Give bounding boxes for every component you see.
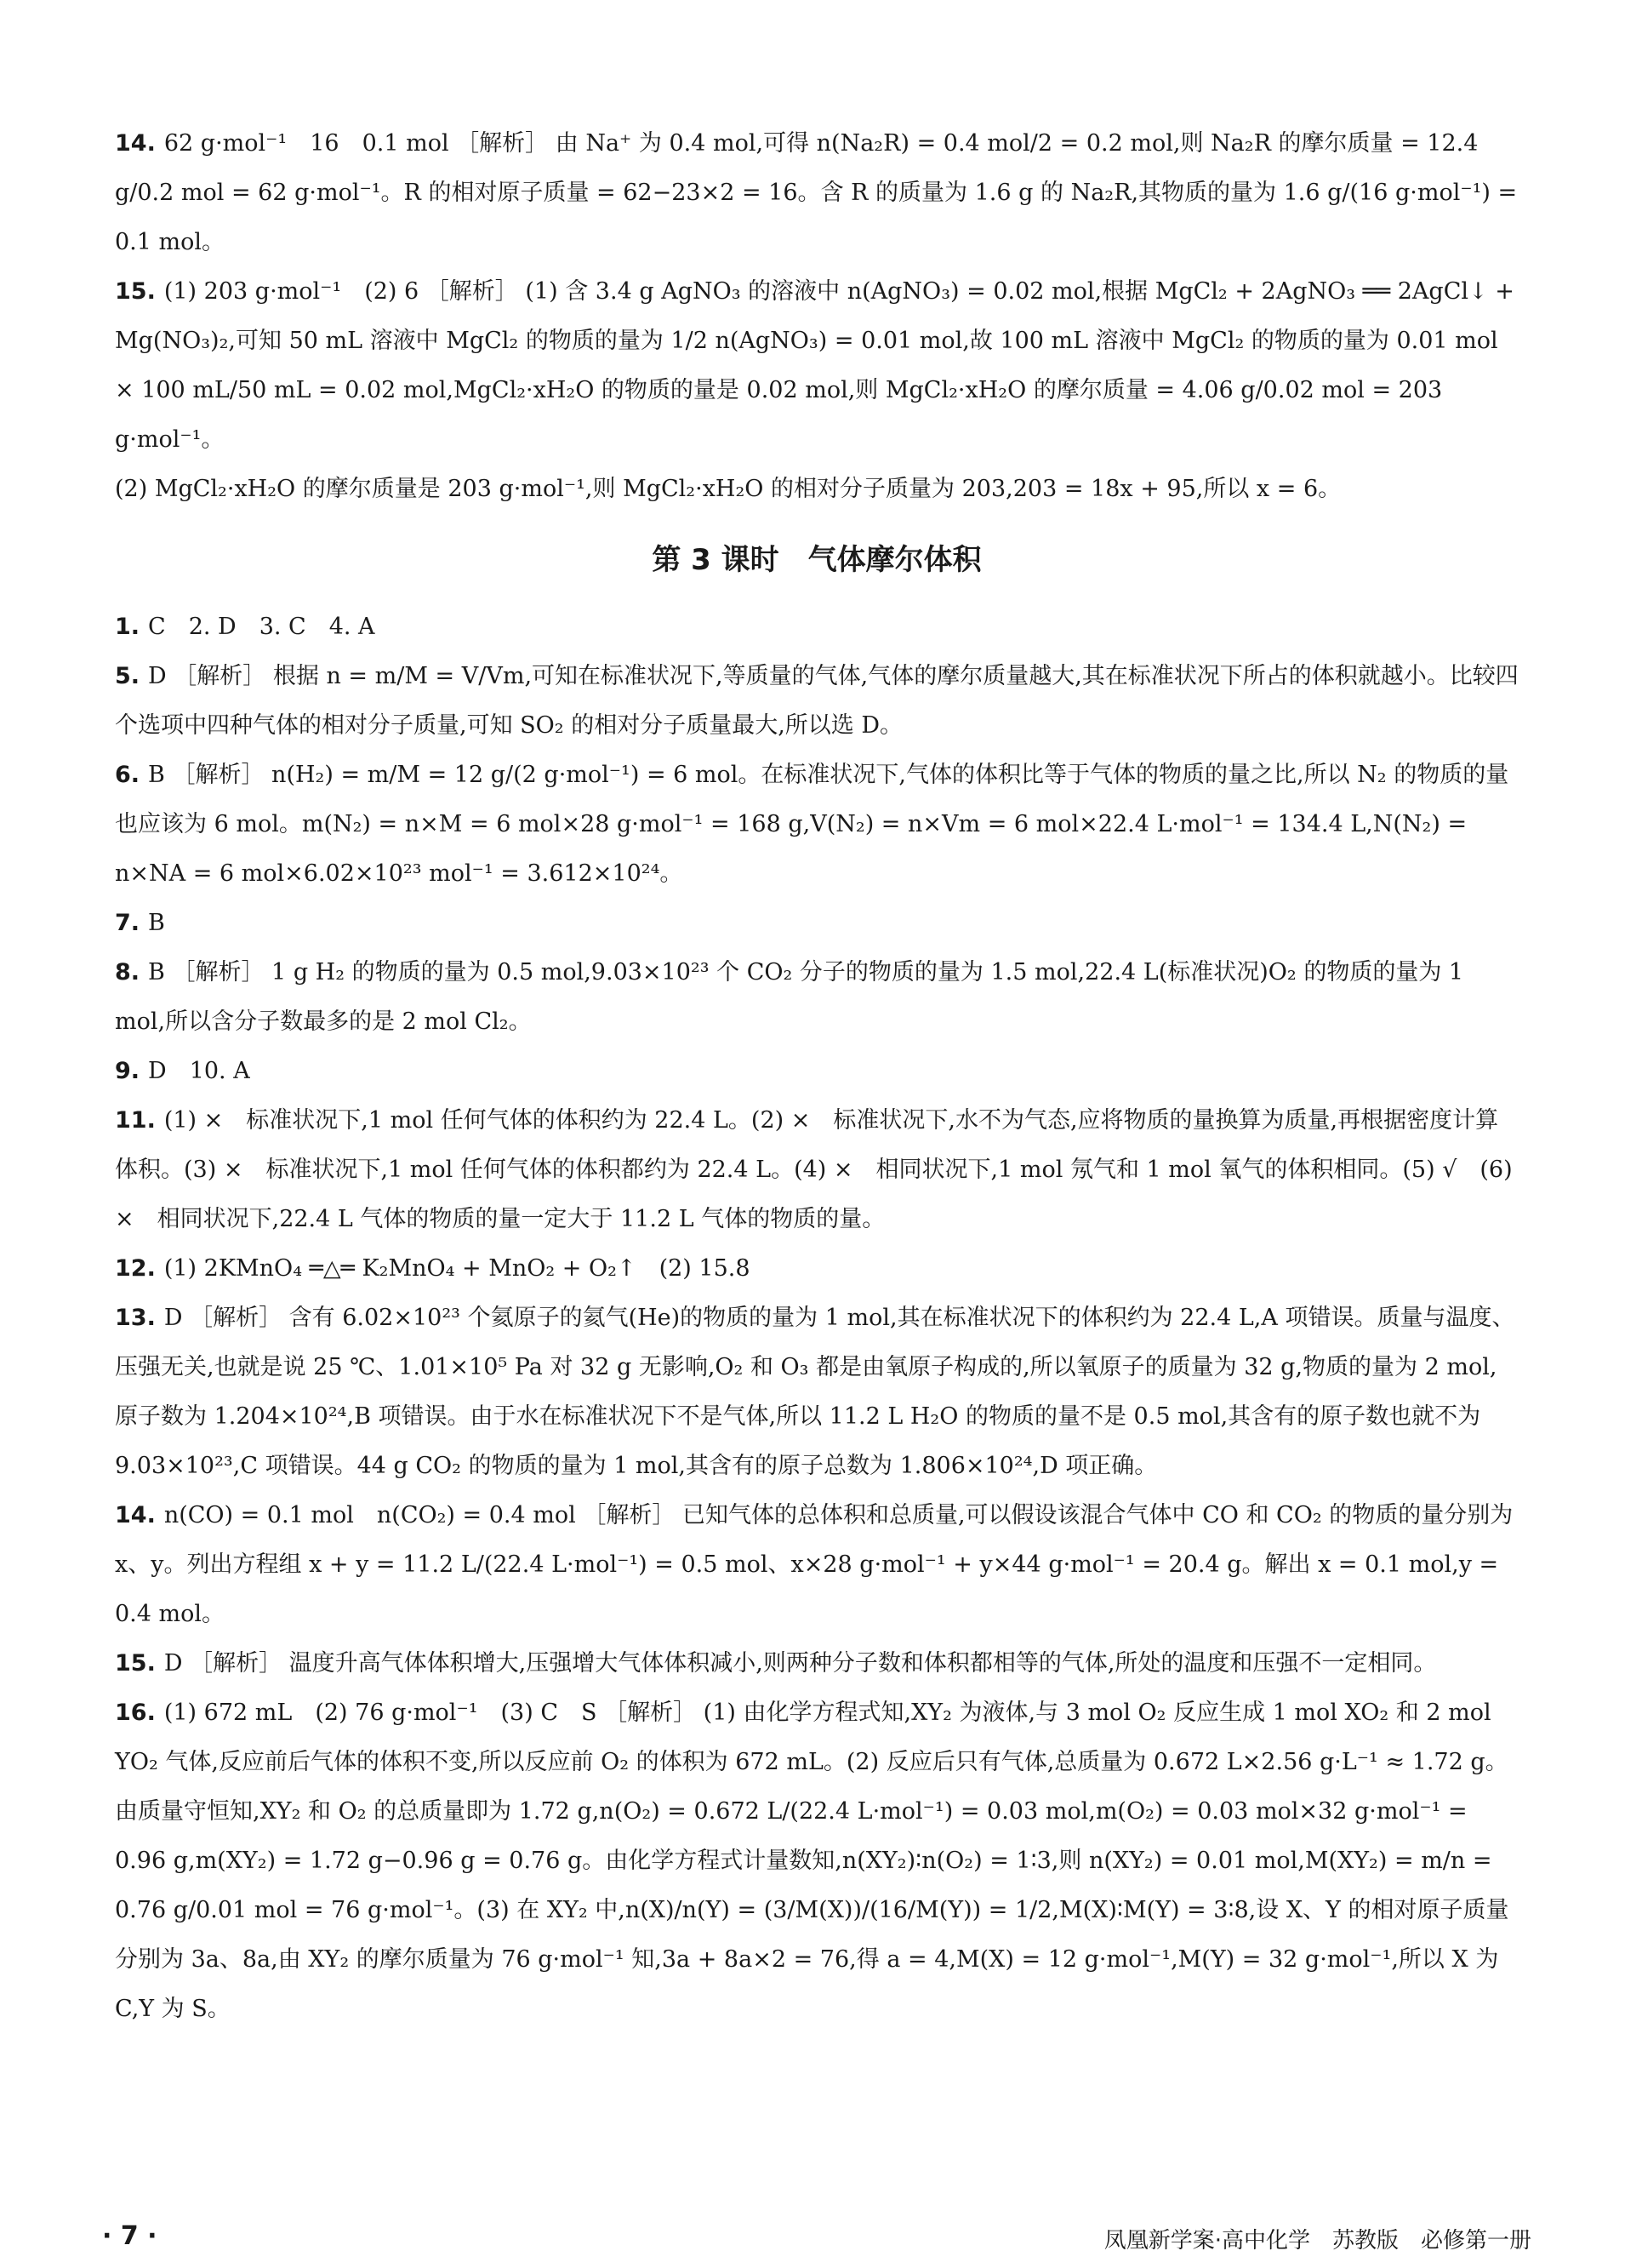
answer-item bbox=[115, 465, 1519, 514]
answer-content bbox=[115, 119, 1519, 2034]
item-number: 13. bbox=[115, 1305, 156, 1331]
book-info: 凤凰新学案·高中化学 苏教版 必修第一册 bbox=[1103, 2228, 1531, 2254]
item-text: n(CO) = 0.1 mol n(CO₂) = 0.4 mol ［解析］ 已知气体的总体积和总质量,可以假设该混合气体中 CO 和 CO₂ 的物质的量分别为 x、y。列出方程组 x + y = 11.2 L/(22.4 L·mol⁻¹) = 0.5 mol、x×28 g·mol⁻¹ + y×44 g·mol⁻¹ = 20.4 g。解出 x = 0.1 mol,y = 0.4 mol。 bbox=[115, 1502, 1514, 1627]
item-number: 5. bbox=[115, 663, 140, 689]
answer-item bbox=[115, 1639, 1519, 1688]
item-text: (2) MgCl₂·xH₂O 的摩尔质量是 203 g·mol⁻¹,则 MgCl₂·xH₂O 的相对分子质量为 203,203 = 18x + 95,所以 x = 6。 bbox=[115, 476, 1342, 502]
item-number: 7. bbox=[115, 910, 140, 936]
answer-item bbox=[115, 267, 1519, 465]
item-text: (1) 203 g·mol⁻¹ (2) 6 ［解析］ (1) 含 3.4 g AgNO₃ 的溶液中 n(AgNO₃) = 0.02 mol,根据 MgCl₂ + 2AgNO₃ ══ 2AgCl↓ + Mg(NO₃)₂,可知 50 mL 溶液中 MgCl₂ 的物质的量为 1/2 n(AgNO₃) = 0.01 mol,故 100 mL 溶液中 MgCl₂ 的物质的量为 0.01 mol × 100 mL/50 mL = 0.02 mol,MgCl₂·xH₂O 的物质的量是 0.02 mol,则 MgCl₂·xH₂O 的摩尔质量 = 4.06 g/0.02 mol = 203 g·mol⁻¹。 bbox=[115, 278, 1514, 453]
answers-previous-section bbox=[115, 119, 1519, 514]
answer-item bbox=[115, 1688, 1519, 2034]
item-text: D 10. A bbox=[148, 1058, 250, 1084]
item-text: C 2. D 3. C 4. A bbox=[148, 614, 375, 640]
item-number: 1. bbox=[115, 614, 140, 640]
item-number: 12. bbox=[115, 1255, 156, 1282]
item-number: 16. bbox=[115, 1700, 156, 1726]
item-text: D ［解析］ 根据 n = m/M = V/Vm,可知在标准状况下,等质量的气体,气体的摩尔质量越大,其在标准状况下所占的体积就越小。比较四个选项中四种气体的相对分子质量,可知 SO₂ 的相对分子质量最大,所以选 D。 bbox=[115, 663, 1519, 739]
answer-item bbox=[115, 603, 1519, 652]
item-text: (1) 2KMnO₄ ═△═ K₂MnO₄ + MnO₂ + O₂↑ (2) 15.8 bbox=[163, 1255, 750, 1282]
answer-item bbox=[115, 948, 1519, 1047]
answer-item bbox=[115, 1491, 1519, 1639]
item-text: B bbox=[148, 910, 165, 936]
item-number: 14. bbox=[115, 1502, 156, 1528]
item-number: 11. bbox=[115, 1107, 156, 1134]
answer-item bbox=[115, 652, 1519, 751]
answer-item bbox=[115, 1244, 1519, 1294]
item-number: 14. bbox=[115, 130, 156, 157]
item-number: 15. bbox=[115, 1650, 156, 1677]
item-text: B ［解析］ n(H₂) = m/M = 12 g/(2 g·mol⁻¹) = 6 mol。在标准状况下,气体的体积比等于气体的物质的量之比,所以 N₂ 的物质的量也应该为 6 mol。m(N₂) = n×M = 6 mol×28 g·mol⁻¹ = 168 g,V(N₂) = n×Vm = 6 mol×22.4 L·mol⁻¹ = 134.4 L,N(N₂) = n×NA = 6 mol×6.02×10²³ mol⁻¹ = 3.612×10²⁴。 bbox=[115, 762, 1509, 887]
item-text: (1) 672 mL (2) 76 g·mol⁻¹ (3) C S ［解析］ (1) 由化学方程式知,XY₂ 为液体,与 3 mol O₂ 反应生成 1 mol XO₂ 和 2 mol YO₂ 气体,反应前后气体的体积不变,所以反应前 O₂ 的体积为 672 mL。(2) 反应后只有气体,总质量为 0.672 L×2.56 g·L⁻¹ ≈ 1.72 g。由质量守恒知,XY₂ 和 O₂ 的总质量即为 1.72 g,n(O₂) = 0.672 L/(22.4 L·mol⁻¹) = 0.03 mol,m(O₂) = 0.03 mol×32 g·mol⁻¹ = 0.96 g,m(XY₂) = 1.72 g−0.96 g = 0.76 g。由化学方程式计量数知,n(XY₂)∶n(O₂) = 1∶3,则 n(XY₂) = 0.01 mol,M(XY₂) = m/n = 0.76 g/0.01 mol = 76 g·mol⁻¹。(3) 在 XY₂ 中,n(X)/n(Y) = (3/M(X))/(16/M(Y)) = 1/2,M(X)∶M(Y) = 3∶8,设 X、Y 的相对原子质量分别为 3a、8a,由 XY₂ 的摩尔质量为 76 g·mol⁻¹ 知,3a + 8a×2 = 76,得 a = 4,M(X) = 12 g·mol⁻¹,M(Y) = 32 g·mol⁻¹,所以 X 为 C,Y 为 S。 bbox=[115, 1700, 1509, 2022]
item-text: (1) × 标准状况下,1 mol 任何气体的体积约为 22.4 L。(2) × 标准状况下,水不为气态,应将物质的量换算为质量,再根据密度计算体积。(3) × 标准状况下,1 mol 任何气体的体积都约为 22.4 L。(4) × 相同状况下,1 mol 氖气和 1 mol 氧气的体积相同。(5) √ (6) × 相同状况下,22.4 L 气体的物质的量一定大于 11.2 L 气体的物质的量。 bbox=[115, 1107, 1513, 1232]
answer-item bbox=[115, 119, 1519, 267]
item-number: 6. bbox=[115, 762, 140, 788]
item-number: 8. bbox=[115, 959, 140, 985]
item-number: 15. bbox=[115, 278, 156, 305]
answer-item bbox=[115, 1096, 1519, 1244]
item-text: 62 g·mol⁻¹ 16 0.1 mol ［解析］ 由 Na⁺ 为 0.4 mol,可得 n(Na₂R) = 0.4 mol/2 = 0.2 mol,则 Na₂R 的摩尔质量 = 12.4 g/0.2 mol = 62 g·mol⁻¹。R 的相对原子质量 = 62−23×2 = 16。含 R 的质量为 1.6 g 的 Na₂R,其物质的量为 1.6 g/(16 g·mol⁻¹) = 0.1 mol。 bbox=[115, 130, 1518, 255]
section-title: 第 3 课时 气体摩尔体积 bbox=[652, 543, 982, 577]
item-number: 9. bbox=[115, 1058, 140, 1084]
item-text: D ［解析］ 含有 6.02×10²³ 个氦原子的氦气(He)的物质的量为 1 mol,其在标准状况下的体积约为 22.4 L,A 项错误。质量与温度、压强无关,也就是说 25 ℃、1.01×10⁵ Pa 对 32 g 无影响,O₂ 和 O₃ 都是由氧原子构成的,所以氧原子的质量为 32 g,物质的量为 2 mol,原子数为 1.204×10²⁴,B 项错误。由于水在标准状况下不是气体,所以 11.2 L H₂O 的物质的量不是 0.5 mol,其含有的原子数也就不为 9.03×10²³,C 项错误。44 g CO₂ 的物质的量为 1 mol,其含有的原子总数为 1.806×10²⁴,D 项正确。 bbox=[115, 1305, 1515, 1479]
page-number: · 7 · bbox=[102, 2221, 157, 2251]
answer-item bbox=[115, 1047, 1519, 1096]
answer-item bbox=[115, 751, 1519, 899]
answers-section-3 bbox=[115, 603, 1519, 2034]
item-text: B ［解析］ 1 g H₂ 的物质的量为 0.5 mol,9.03×10²³ 个 CO₂ 分子的物质的量为 1.5 mol,22.4 L(标准状况)O₂ 的物质的量为 1 mol,所以含分子数最多的是 2 mol Cl₂。 bbox=[115, 959, 1464, 1035]
item-text: D ［解析］ 温度升高气体体积增大,压强增大气体体积减小,则两种分子数和体积都相等的气体,所处的温度和压强不一定相同。 bbox=[163, 1650, 1437, 1677]
answer-item bbox=[115, 1294, 1519, 1491]
answer-item bbox=[115, 899, 1519, 948]
